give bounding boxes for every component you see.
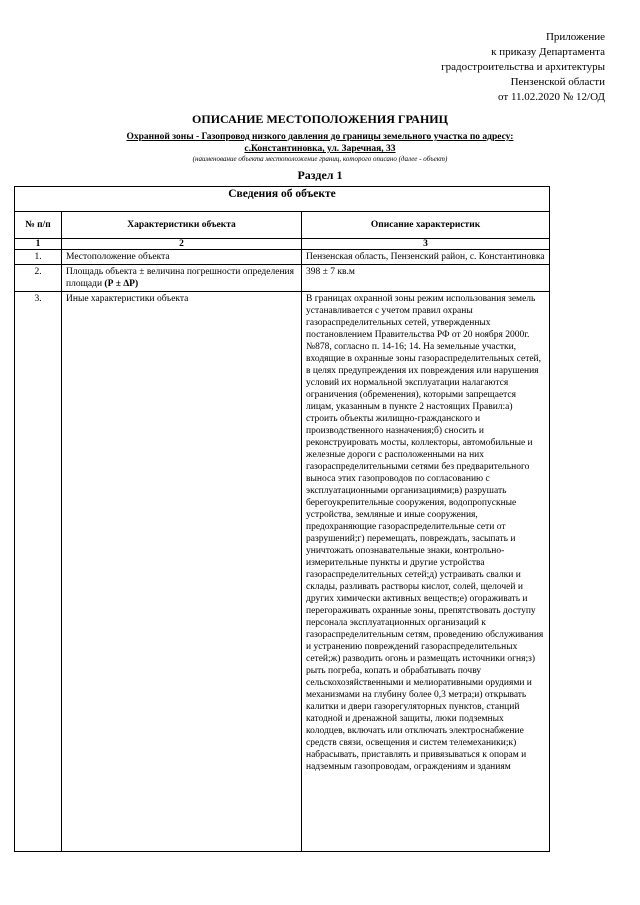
table-row — [15, 250, 550, 265]
table-row — [15, 265, 550, 292]
header-description: Описание характеристик — [302, 212, 550, 239]
appendix-line: от 11.02.2020 № 12/ОД — [498, 91, 605, 103]
document-title: ОПИСАНИЕ МЕСТОПОЛОЖЕНИЯ ГРАНИЦ — [192, 112, 448, 126]
object-subject — [30, 131, 610, 155]
column-number: 3 — [302, 239, 550, 250]
row-characteristic-formula: (Р ± ∆Р) — [104, 279, 139, 289]
row-characteristic: Иные характеристики объекта — [62, 292, 302, 852]
appendix-line: Пензенской области — [510, 76, 605, 88]
object-info-table — [14, 186, 550, 852]
column-number: 2 — [62, 239, 302, 250]
table-caption: Сведения об объекте — [15, 187, 550, 212]
row-characteristic-text: Площадь объекта ± величина погрешности определения площади — [66, 267, 294, 289]
section-heading: Раздел 1 — [297, 168, 343, 182]
row-description-cell — [302, 292, 550, 852]
subject-line-1: Охранной зоны - Газопровод низкого давления до границы земельного участка по адресу: — [126, 132, 514, 142]
row-description: В границах охранной зоны режим использования земель устанавливается с учетом правил охраны газораспределительных сетей, утвержденных постановлением Правительства РФ от 20 ноября 2000г. №878, согласно п. 14-16; 14. На земельные участки, входящие в охранные зоны газораспределительных сетей, в целях предупреждения их повреждения или нарушения условий их нормальной эксплуатации налагаются ограничения (обременения), которыми запрещается лицам, указанным в пункте 2 настоящих Правил:а) строить объекты жилищно-гражданского и производственного назначения;б) сносить и реконструировать мосты, коллекторы, автомобильные и железные дороги с расположенными на них газораспределительными сетями без предварительного выноса этих газопроводов по согласованию с эксплуатационными организациями;в) разрушать берегоукрепительные сооружения, водопропускные устройства, земляные и иные сооружения, предохраняющие газораспределительные сети от разрушений;г) перемещать, повреждать, засыпать и уничтожать опознавательные знаки, контрольно-измерительные пункты и другие устройства газораспределительных сетей;д) устраивать свалки и склады, разливать растворы кислот, солей, щелочей и других химически активных веществ;е) огораживать и перегораживать охранные зоны, препятствовать доступу персонала эксплуатационных организаций к газораспределительным сетям, проведению обслуживания и устранению повреждений газораспределительных сетей;ж) разводить огонь и размещать источники огня;з) рыть погреба, копать и обрабатывать почву сельскохозяйственными и мелиоративными орудиями и механизмами на глубину более 0,3 метра;и) открывать калитки и двери газорегуляторных пунктов, станций катодной и дренажной защиты, люки подземных колодцев, включать или отключать электроснабжение средств связи, освещения и систем телемеханики;к) набрасывать, приставлять и привязываться к опорам и надземным газопроводам, ограждениям и зданиям — [306, 294, 544, 772]
appendix-header — [441, 30, 605, 105]
column-number-row — [15, 239, 550, 250]
subject-note: (наименование объекта местоположение границ, которого описано (далее - объект) — [192, 155, 448, 163]
header-characteristic: Характеристики объекта — [62, 212, 302, 239]
table-row — [15, 292, 550, 852]
appendix-line: градостроительства и архитектуры — [441, 61, 605, 73]
header-num: № п/п — [15, 212, 62, 239]
row-description: 398 ± 7 кв.м — [302, 265, 550, 292]
row-characteristic: Местоположение объекта — [62, 250, 302, 265]
appendix-line: Приложение — [545, 31, 605, 43]
row-characteristic — [62, 265, 302, 292]
row-number: 2. — [15, 265, 62, 292]
row-description: Пензенская область, Пензенский район, с. Константиновка — [302, 250, 550, 265]
row-number: 1. — [15, 250, 62, 265]
table-header-row — [15, 212, 550, 239]
appendix-line: к приказу Департамента — [491, 46, 605, 58]
row-number: 3. — [15, 292, 62, 852]
column-number: 1 — [15, 239, 62, 250]
subject-line-2: с.Константиновка, ул. Заречная, 33 — [244, 144, 396, 154]
